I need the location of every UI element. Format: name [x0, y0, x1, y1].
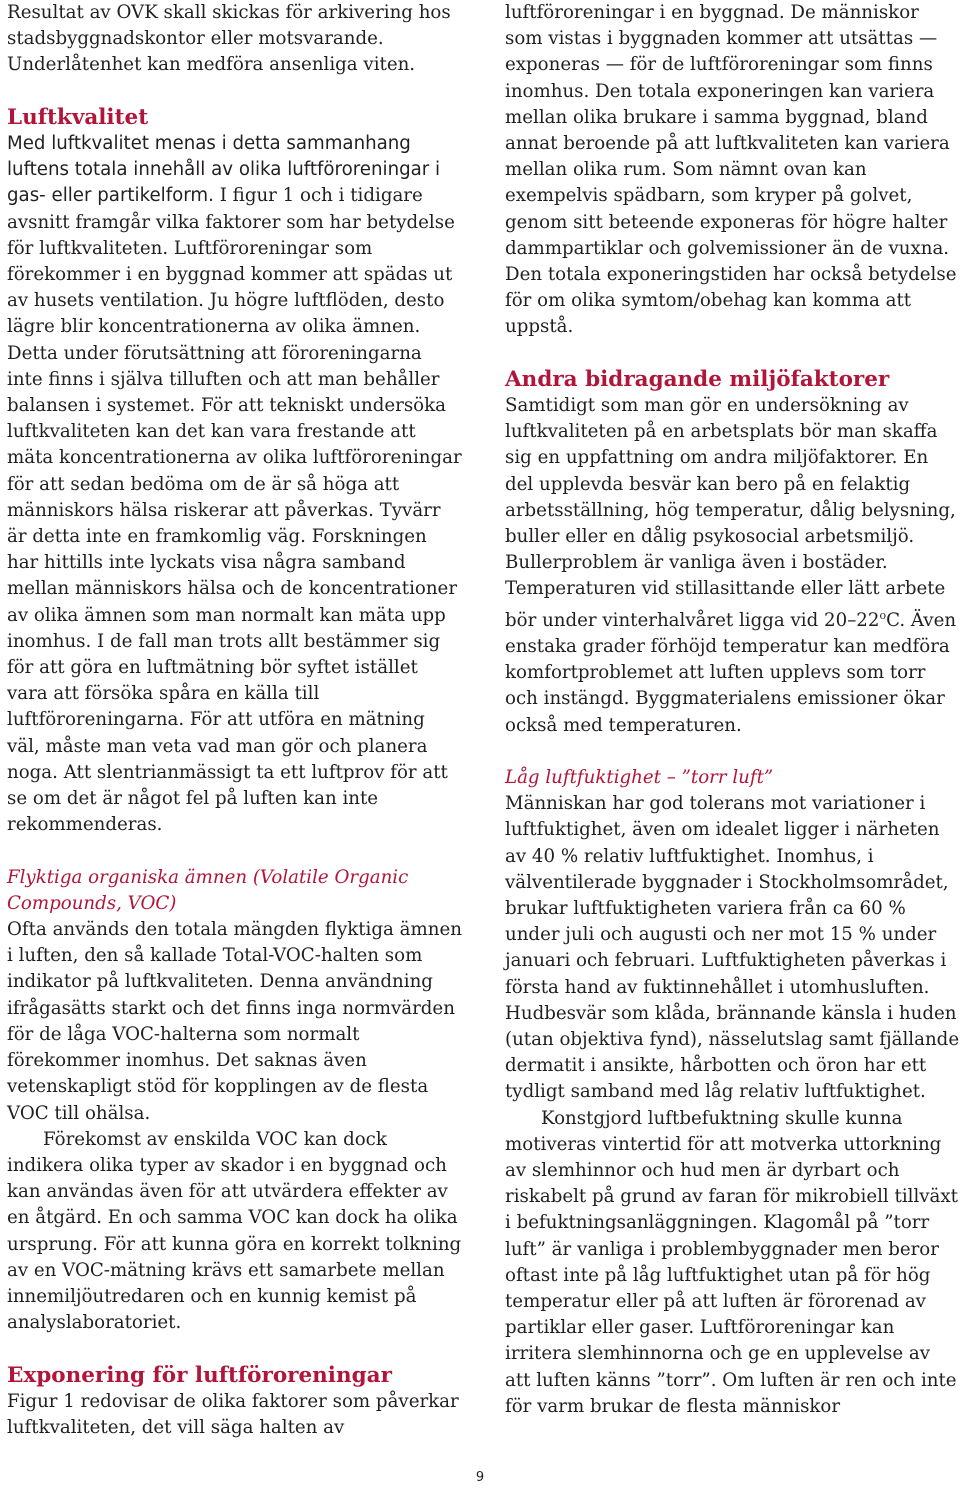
- page-number: 9: [475, 1470, 485, 1485]
- andra-text-part-2: C. Även enstaka grader förhöjd temperatur kan medföra komfortproblemet att luften upplevs som torr och instängd. Byggmaterialens emissioner ökar också med temperaturen.: [505, 609, 957, 736]
- spacer: [7, 1336, 462, 1362]
- luftkvalitet-body: I figur 1 och i tidigare avsnitt framgår vilka faktorer som har betydelse för luftkvaliteten. Luftföroreningar som förekommer i en byggnad kommer att spädas ut av husets ventilation. Ju högre luftflöden, desto lägre blir koncentrationerna av olika ämnen. Detta under förutsättning att föroreningarna inte finns i själva tilluften och att man behåller balansen i systemet. För att tekniskt undersöka luftkvaliteten kan det kan vara frestande att mäta koncentrationerna av olika luftföroreningar för att sedan bedöma om de är så höga att människors hälsa riskerar att påverkas. Tyvärr är detta inte en framkomlig väg. Forskningen har hittills inte lyckats visa några samband mellan människors hälsa och de koncentrationer av olika ämnen som man normalt kan mäta upp inomhus. I de fall man trots allt bestämmer sig för att göra en luftmätning bör syftet istället vara att försöka spåra en källa till luftföroreningarna. För att utföra en mätning väl, måste man veta vad man gör och planera noga. Att slentrianmässigt ta ett luftprov för att se om det är något fel på luften kan inte rekommenderas.: [7, 185, 462, 836]
- spacer: [7, 838, 462, 864]
- lag-paragraph-2: Konstgjord luftbefuktning skulle kunna motiveras vintertid för att motverka uttorkning av slemhinnor och hud men är dyrbart och riskabelt på grund av faran för mikrobiell tillväxt i befuktningsanläggningen. Klagomål på ”torr luft” är vanliga i problembyggnader men beror oftast inte på låg luftfuktighet utan på för hög temperatur eller på att luften är förorenad av partiklar eller gaser. Luftföroreningar kan irritera slemhinnorna och ge en upplevelse av att luften känns ”torr”. Om luften är ren och inte för varm brukar de flesta människor: [505, 1107, 958, 1417]
- degree-sup: o: [879, 608, 887, 622]
- voc-paragraph-2: Förekomst av enskilda VOC kan dock indikera olika typer av skador i en byggnad och kan användas även för att utvärdera effekter av en åtgärd. En och samma VOC kan dock ha olika ursprung. För att kunna göra en korrekt tolkning av en VOC-mätning krävs ett samarbete mellan innemiljöutredaren och en kunnig kemist på analyslaboratoriet.: [7, 1128, 462, 1334]
- heading-andra-miljofaktorer: Andra bidragande miljöfaktorer: [505, 366, 890, 392]
- heading-luftkvalitet: Luftkvalitet: [7, 104, 149, 130]
- exponering-paragraph: Figur 1 redovisar de olika faktorer som påverkar luftkvaliteten, det vill säga halten av: [7, 1390, 459, 1438]
- heading-voc: Flyktiga organiska ämnen (Volatile Organic Compounds, VOC): [7, 866, 409, 914]
- left-column: [7, 0, 462, 1441]
- andra-paragraph: [505, 393, 960, 739]
- intro-paragraph: Resultat av OVK skall skickas för arkivering hos stadsbyggnadskontor eller motsvarande. Underlåtenhet kan medföra ansenliga viten.: [7, 2, 451, 76]
- luftkvalitet-paragraph: [7, 131, 462, 838]
- andra-text-part-1: Samtidigt som man gör en undersökning av luftkvaliteten på en arbetsplats bör man skaffa sig en uppfattning om andra miljöfaktorer. En del upplevda besvär kan bero på en felaktig arbetsställning, hög temperatur, dålig belysning, buller eller en dålig psykosocial arbetsmiljö. Bullerproblem är vanliga även i bostäder. Temperaturen vid stillasittande eller lätt arbete bör under vinterhalvåret ligga vid 20–22: [505, 395, 956, 631]
- exponering-continuation: luftföroreningar i en byggnad. De människor som vistas i byggnaden kommer att utsättas — exponeras — för de luftföroreningar som finns inomhus. Den totala exponeringen kan variera mellan olika brukare i samma byggnad, bland annat beroende på att luftkvaliteten kan variera mellan olika rum. Som nämnt ovan kan exempelvis spädbarn, som kryper på golvet, genom sitt beteende exponeras för högre halter dammpartiklar och golvemissioner än de vuxna. Den totala exponeringstiden har också betydelse för om olika symtom/obehag kan komma att uppstå.: [505, 2, 957, 338]
- spacer: [7, 79, 462, 105]
- heading-exponering: Exponering för luftföroreningar: [7, 1362, 392, 1388]
- voc-paragraph-1: Ofta används den totala mängden flyktiga ämnen i luften, den så kallade Total-VOC-halten som indikator på luftkvaliteten. Denna användning ifrågasätts starkt och det finns inga normvärden för de låga VOC-halterna som normalt förekommer inomhus. Det saknas även vetenskapligt stöd för kopplingen av de flesta VOC till ohälsa.: [7, 919, 462, 1124]
- spacer: [505, 341, 960, 367]
- right-column: [505, 0, 960, 1420]
- lag-paragraph-1: Människan har god tolerans mot variationer i luftfuktighet, även om idealet ligger i närheten av 40 % relativ luftfuktighet. Inomhus, i välventilerade byggnader i Stockholmsområdet, brukar luftfuktigheten variera från ca 60 % under juli och augusti och ner mot 15 % under januari och februari. Luftfuktigheten påverkas i första hand av fuktinnehållet i utomhusluften. Hudbesvär som klåda, brännande känsla i huden (utan objektiva fynd), nässelutslag samt fjällande dermatit i ansikte, hårbotten och öron har ett tydligt samband med låg relativ luftfuktighet.: [505, 793, 960, 1103]
- spacer: [505, 739, 960, 765]
- heading-lag-luftfuktighet: Låg luftfuktighet – ”torr luft”: [505, 766, 774, 788]
- luftkvalitet-definition: Med luftkvalitet menas i detta sammanhang luftens totala innehåll av olika luftföroreningar i gas- eller partikelform.: [7, 133, 441, 207]
